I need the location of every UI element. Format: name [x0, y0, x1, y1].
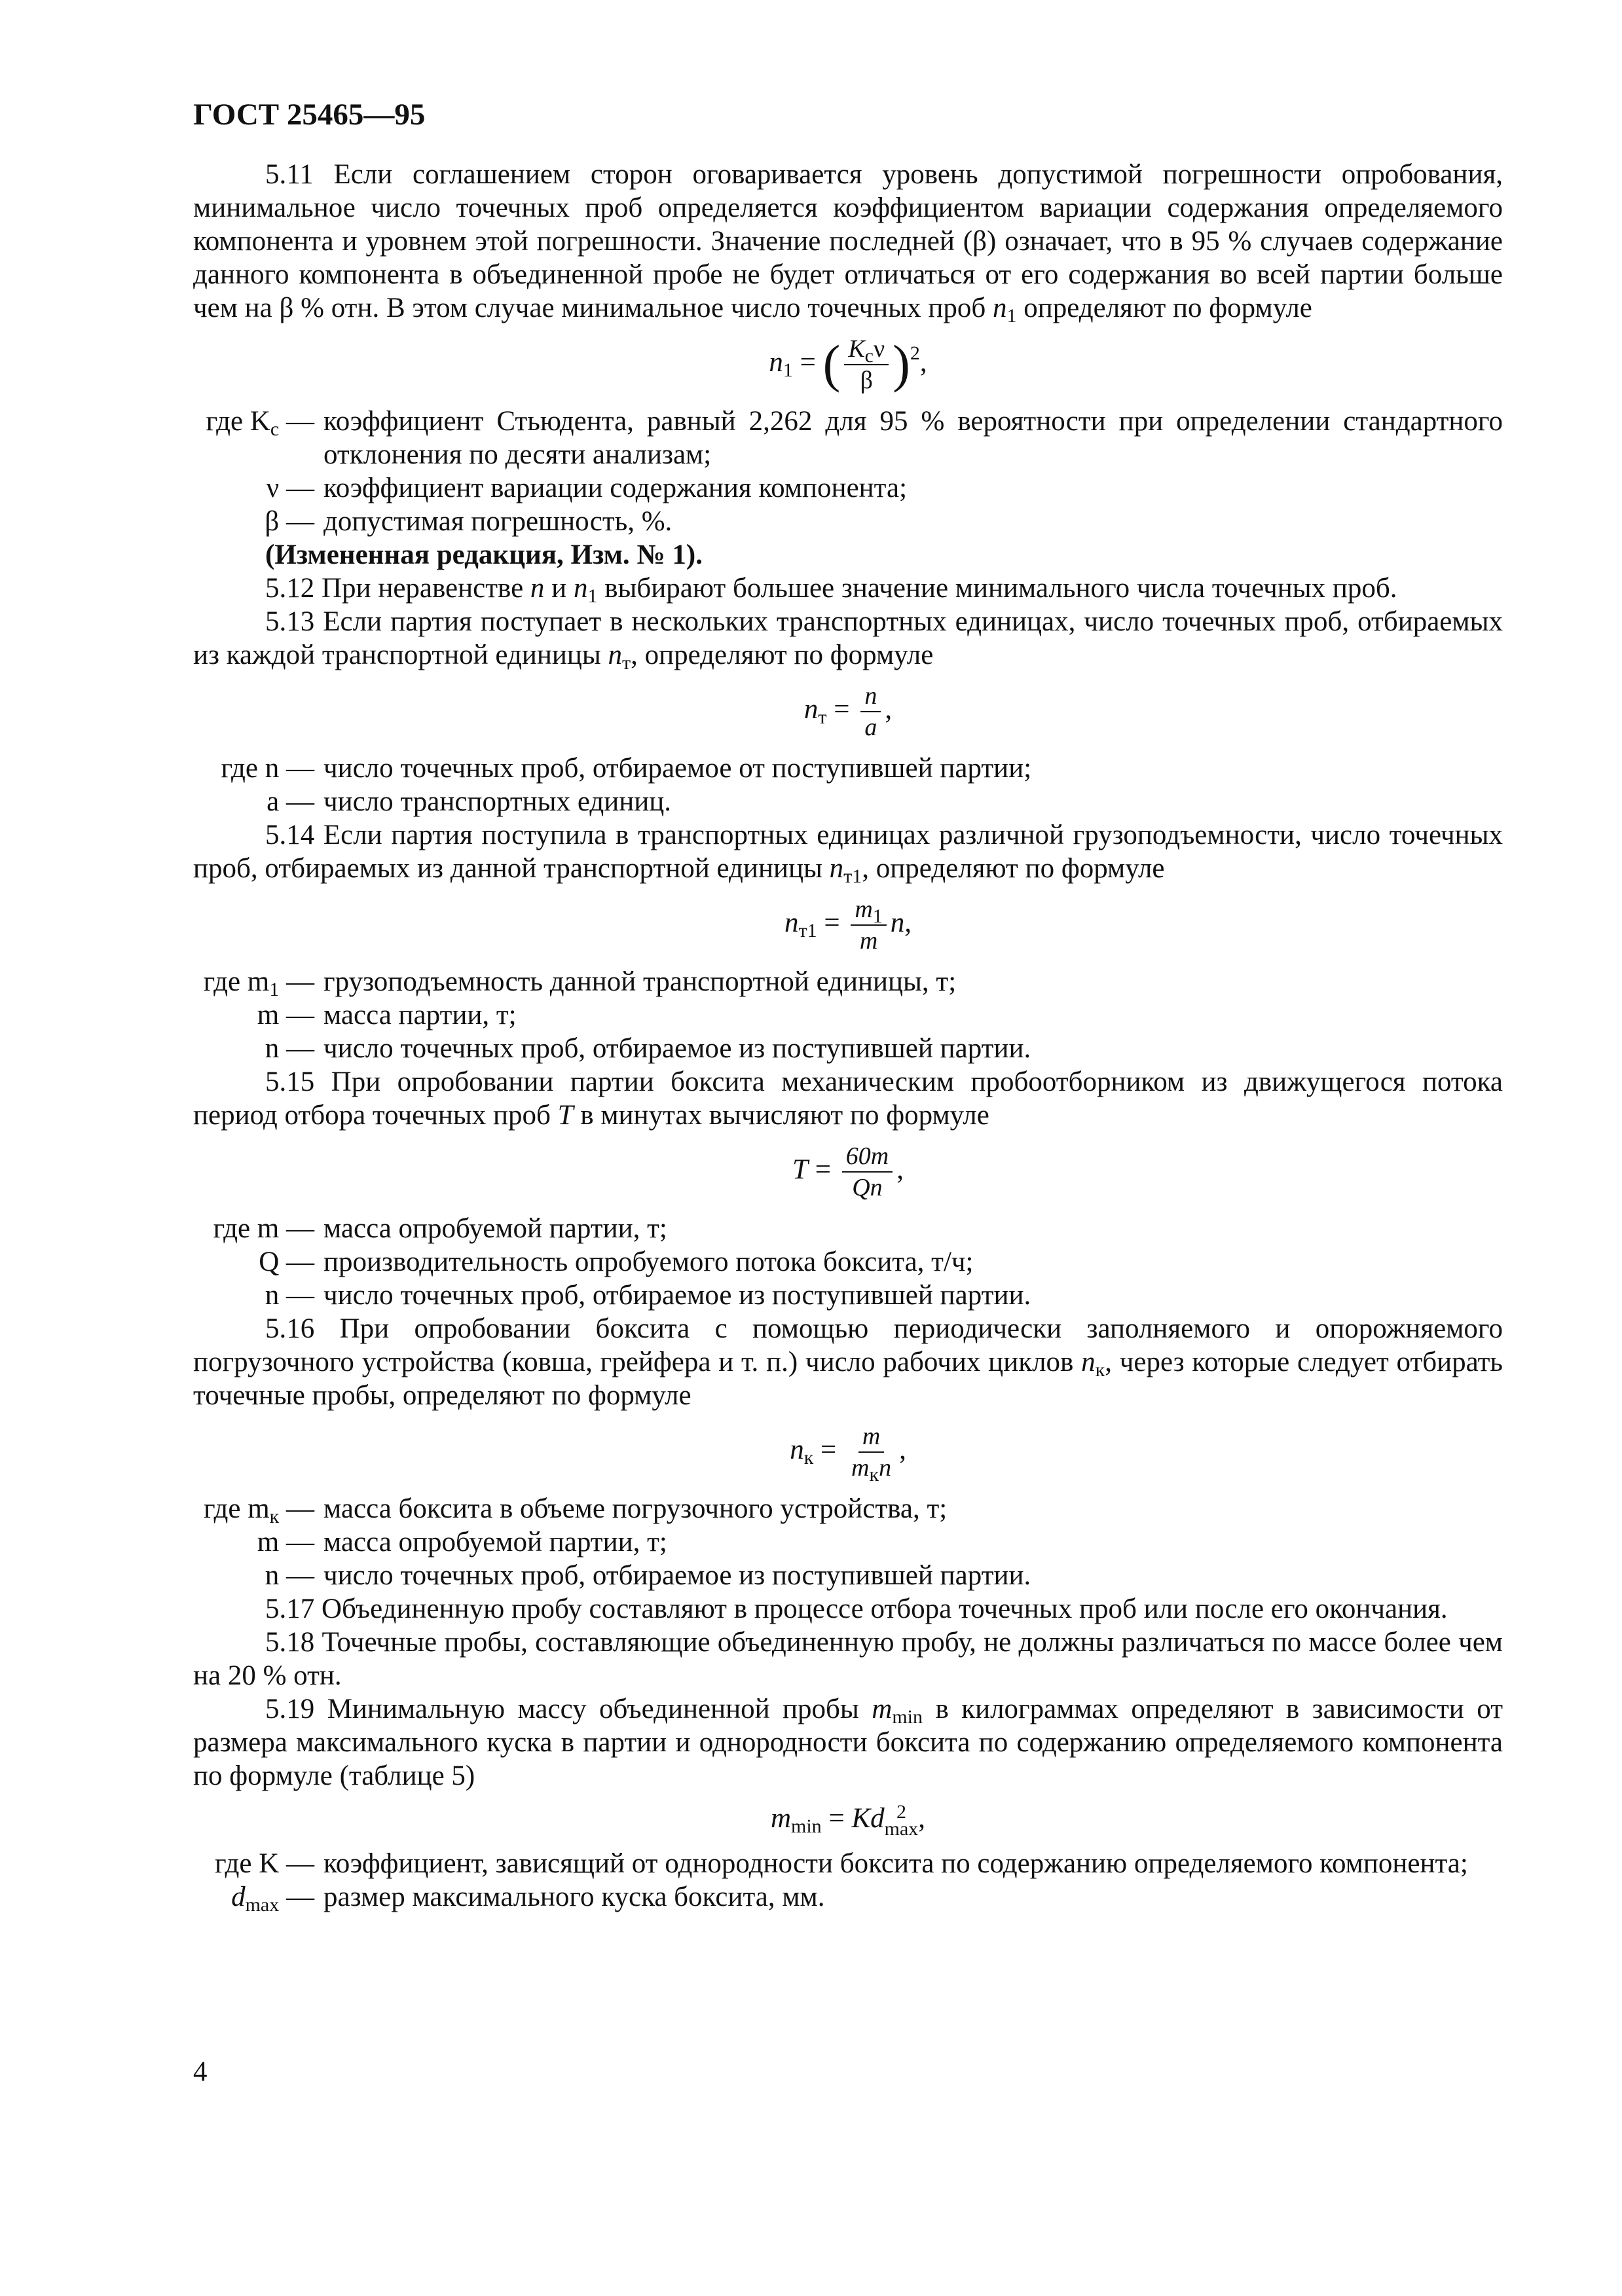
where-desc: число транспортных единиц.	[323, 786, 672, 817]
paragraph-5-14: 5.14 Если партия поступила в транспортных единицах различной грузоподъемности, число точечных проб, отбираемых из данной транспортной единицы $n_{т1}$, определяют по формуле	[193, 820, 1503, 887]
formula-nt: $n_т$ = $\frac{n}{a}$ ,	[803, 682, 893, 741]
left-paren-icon: (	[822, 335, 841, 393]
where-label: β —	[265, 506, 314, 537]
where-label: n —	[265, 1560, 314, 1591]
where-block-6	[193, 1847, 1503, 1914]
where-desc: коэффициент Стьюдента, равный 2,262 для 95 % вероятности при определении стандартного отклонения по десяти анализам;	[323, 406, 1503, 470]
where-label: где $K_c$ —	[206, 406, 314, 440]
amendment-note: (Измененная редакция, Изм. № 1).	[265, 539, 703, 570]
where-desc: допустимая погрешность, %.	[323, 506, 673, 537]
where-label: Q —	[259, 1247, 314, 1277]
numerator: n	[860, 681, 881, 712]
where-desc: масса боксита в объеме погрузочного устройства, т;	[323, 1493, 948, 1524]
where-block-1	[193, 405, 1503, 538]
where-desc: число точечных проб, отбираемое из поступившей партии.	[323, 1033, 1031, 1064]
subscript: 1	[1006, 305, 1017, 327]
where-desc: коэффициент, зависящий от однородности боксита по содержанию определяемого компонента;	[323, 1848, 1468, 1880]
document-header: ГОСТ 25465—95	[193, 98, 426, 132]
where-block-4	[193, 1212, 1503, 1312]
where-desc: число точечных проб, отбираемое из поступившей партии.	[323, 1560, 1031, 1591]
where-label: a —	[267, 786, 314, 817]
paragraph-5-15: 5.15 При опробовании партии боксита механическим пробоотборником из движущегося потока период отбора точечных проб T в минутах вычисляют по формуле	[193, 1066, 1503, 1131]
paragraph-5-11	[193, 158, 1503, 325]
where-label: где $m_к$ —	[204, 1493, 314, 1527]
where-label: где $m_1$ —	[203, 966, 314, 1000]
where-desc: размер максимального куска боксита, мм.	[323, 1882, 825, 1913]
denominator: $m_кn$	[851, 1454, 892, 1485]
where-label: где K —	[214, 1848, 314, 1880]
where-desc: масса опробуемой партии, т;	[323, 1527, 667, 1558]
where-desc: производительность опробуемого потока боксита, т/ч;	[323, 1247, 974, 1277]
where-label: n —	[265, 1280, 314, 1311]
denominator: Qn	[852, 1174, 883, 1201]
var-n: n	[992, 293, 1007, 323]
denominator: β	[860, 367, 873, 394]
where-desc: число точечных проб, отбираемое от поступившей партии;	[323, 753, 1032, 784]
paragraph-5-13: 5.13 Если партия поступает в нескольких транспортных единицах, число точечных проб, отбираемых из каждой транспортной единицы $n_т$, определяют по формуле	[193, 606, 1503, 674]
denominator: a	[864, 714, 877, 741]
fraction	[842, 1141, 893, 1203]
formula-trail: ,	[919, 346, 927, 378]
formula-lhs: n	[769, 346, 783, 378]
where-desc: грузоподъемность данной транспортной единицы, т;	[323, 966, 957, 997]
numerator: $m_1$	[851, 894, 886, 926]
denominator: m	[859, 927, 878, 955]
superscript: 2	[910, 342, 920, 364]
where-block-5	[193, 1492, 1503, 1592]
where-block-3	[193, 965, 1503, 1065]
formula-t: T = $\frac{60m}{Qn}$ ,	[792, 1142, 904, 1201]
numerator	[844, 334, 889, 365]
numerator: 60m	[842, 1141, 893, 1173]
numerator: m	[858, 1421, 884, 1453]
formula-mmin: $m_{min} = Kd$ 2 max ,	[770, 1801, 926, 1840]
page-number: 4	[193, 2056, 208, 2087]
formula-nt1: $n_{т1}$ = $\frac{m_1}{m}$ n,	[784, 896, 912, 955]
fraction	[844, 334, 889, 395]
where-label: где m —	[213, 1213, 314, 1244]
fraction	[860, 681, 881, 742]
formula-n1	[193, 334, 1503, 395]
paragraph-5-18: 5.18 Точечные пробы, составляющие объединенную пробу, не должны различаться по массе более чем на 20 % отн.	[193, 1627, 1503, 1691]
num-k: K	[848, 335, 865, 363]
where-label: $d_{max}$ —	[231, 1882, 314, 1916]
paragraph-5-12: 5.12 При неравенстве n и $n_1$ выбирают большее значение минимального числа точечных проб.	[265, 573, 1397, 607]
where-block-2	[193, 752, 1503, 818]
where-desc: масса партии, т;	[323, 1000, 517, 1030]
paragraph-5-16: 5.16 При опробовании боксита с помощью периодически заполняемого и опорожняемого погрузочного устройства (ковша, грейфера и т. п.) число рабочих циклов $n_к$, через которые следует отбирать точечные пробы, определяют по формуле	[193, 1313, 1503, 1411]
where-label: где n —	[221, 753, 314, 784]
where-desc: масса опробуемой партии, т;	[323, 1213, 667, 1244]
subscript: c	[864, 345, 874, 367]
where-label: ν —	[266, 473, 314, 503]
paragraph-5-17: 5.17 Объединенную пробу составляют в процессе отбора точечных проб или после его окончания.	[265, 1594, 1448, 1624]
formula-nk: $n_к$ = $\frac{m}{m_кn}$ ,	[790, 1423, 906, 1485]
paragraph-text: определяют по формуле	[1023, 293, 1312, 323]
fraction	[851, 894, 886, 956]
subscript: 1	[783, 359, 793, 381]
paragraph-5-19: 5.19 Минимальную массу объединенной пробы $m_{min}$ в килограммах определяют в зависимости от размера максимального куска в партии и однородности боксита по содержанию определяемого компонента по формуле (таблице 5)	[193, 1694, 1503, 1791]
equals-sign: =	[800, 346, 816, 378]
paragraph-text: 5.11 Если соглашением сторон оговаривается уровень допустимой погрешности опробования, минимальное число точечных проб определяется коэффициентом вариации содержания определяемого компонента и уровнем этой погрешности. Значение последней (β) означает, что в 95 % случаев содержание данного компонента в объединенной пробе не будет отличаться от его содержания во всей партии больше чем на β % отн. В этом случае минимальное число точечных проб	[193, 159, 1503, 323]
where-label: n —	[265, 1033, 314, 1064]
num-nu: ν	[874, 335, 885, 363]
where-label: m —	[257, 1527, 314, 1558]
where-desc: число точечных проб, отбираемое из поступившей партии.	[323, 1280, 1031, 1311]
document-page	[193, 98, 1503, 1914]
fraction	[847, 1421, 895, 1483]
where-label: m —	[257, 1000, 314, 1030]
where-desc: коэффициент вариации содержания компонента;	[323, 473, 908, 503]
right-paren-icon: )	[893, 335, 910, 393]
